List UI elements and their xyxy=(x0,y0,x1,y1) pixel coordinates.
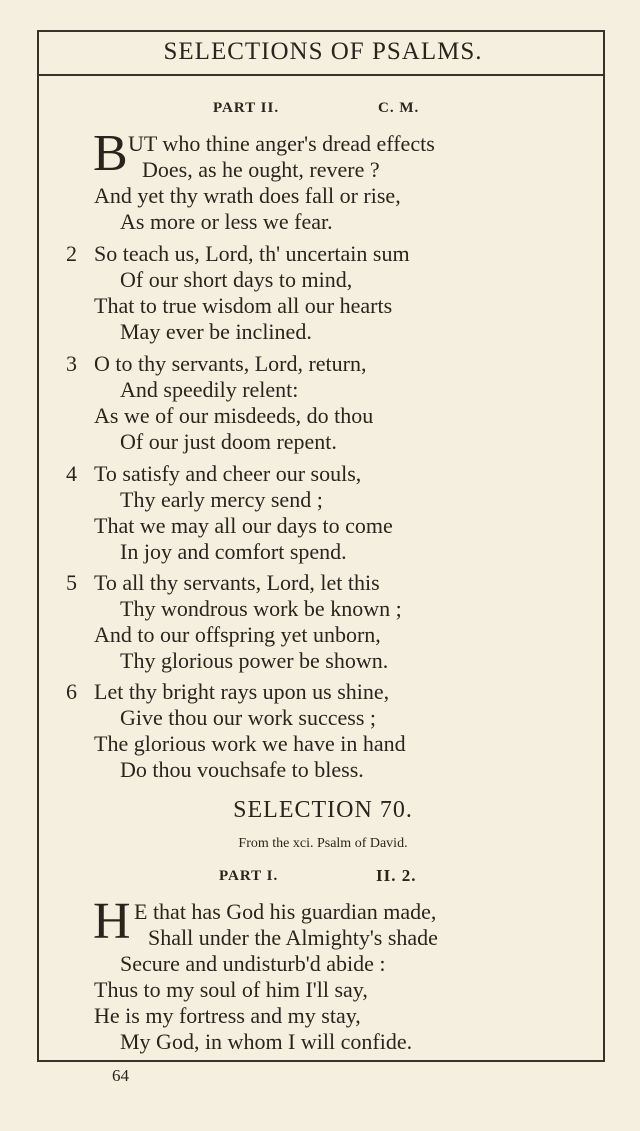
verse-line: To all thy servants, Lord, let this xyxy=(94,570,380,595)
verse-line: He is my fortress and my stay, xyxy=(94,1003,361,1028)
part-label: PART II. xyxy=(213,100,280,116)
meter-label: C. M. xyxy=(378,100,420,116)
frame-left-rule xyxy=(37,30,39,1062)
frame-right-rule xyxy=(603,30,605,1062)
running-header: SELECTIONS OF PSALMS. xyxy=(163,38,483,65)
verse-line: To satisfy and cheer our souls, xyxy=(94,461,362,486)
verse-line: Let thy bright rays upon us shine, xyxy=(94,679,390,704)
verse-line: Give thou our work success ; xyxy=(120,705,377,730)
verse-line: Thy glorious power be shown. xyxy=(120,648,389,673)
frame-bottom-rule xyxy=(37,1060,605,1062)
verse-line: The glorious work we have in hand xyxy=(94,731,406,756)
verse-line: Does, as he ought, revere ? xyxy=(142,157,380,182)
verse-line: Thus to my soul of him I'll say, xyxy=(94,977,368,1002)
verse-line: And to our offspring yet unborn, xyxy=(94,622,381,647)
drop-cap: H xyxy=(93,893,131,950)
verse-line: And yet thy wrath does fall or rise, xyxy=(94,183,401,208)
verse-line: May ever be inclined. xyxy=(120,319,312,344)
verse-number: 4 xyxy=(66,461,77,486)
verse-line: As we of our misdeeds, do thou xyxy=(94,403,374,428)
verse-line: As more or less we fear. xyxy=(120,209,333,234)
verse-line: In joy and comfort spend. xyxy=(120,539,347,564)
verse-line: O to thy servants, Lord, return, xyxy=(94,351,367,376)
verse-line: Of our short days to mind, xyxy=(120,267,353,292)
page-number: 64 xyxy=(112,1066,129,1085)
verse-line: That to true wisdom all our hearts xyxy=(94,293,393,318)
verse-line: Secure and undisturb'd abide : xyxy=(120,951,386,976)
verse-line: Of our just doom repent. xyxy=(120,429,337,454)
header-bottom-rule xyxy=(37,74,605,76)
verse-line: UT who thine anger's dread effects xyxy=(128,131,435,156)
verse-line: Shall under the Almighty's shade xyxy=(148,925,438,950)
verse-line: So teach us, Lord, th' uncertain sum xyxy=(94,241,410,266)
verse-number: 2 xyxy=(66,241,77,266)
part-label: PART I. xyxy=(219,868,279,884)
verse-line: My God, in whom I will confide. xyxy=(120,1029,413,1054)
verse-number: 6 xyxy=(66,679,77,704)
verse-line: Thy early mercy send ; xyxy=(120,487,323,512)
psalm-source: From the xci. Psalm of David. xyxy=(238,836,408,851)
verse-line: E that has God his guardian made, xyxy=(134,899,437,924)
section-title: SELECTION 70. xyxy=(233,797,413,823)
meter-label: II. 2. xyxy=(376,866,417,885)
verse-number: 5 xyxy=(66,570,77,595)
verse-line: Thy wondrous work be known ; xyxy=(120,596,402,621)
verse-line: That we may all our days to come xyxy=(94,513,393,538)
frame-top-rule xyxy=(37,30,605,32)
drop-cap: B xyxy=(93,125,128,182)
verse-number: 3 xyxy=(66,351,77,376)
verse-line: Do thou vouchsafe to bless. xyxy=(120,757,364,782)
verse-line: And speedily relent: xyxy=(120,377,299,402)
